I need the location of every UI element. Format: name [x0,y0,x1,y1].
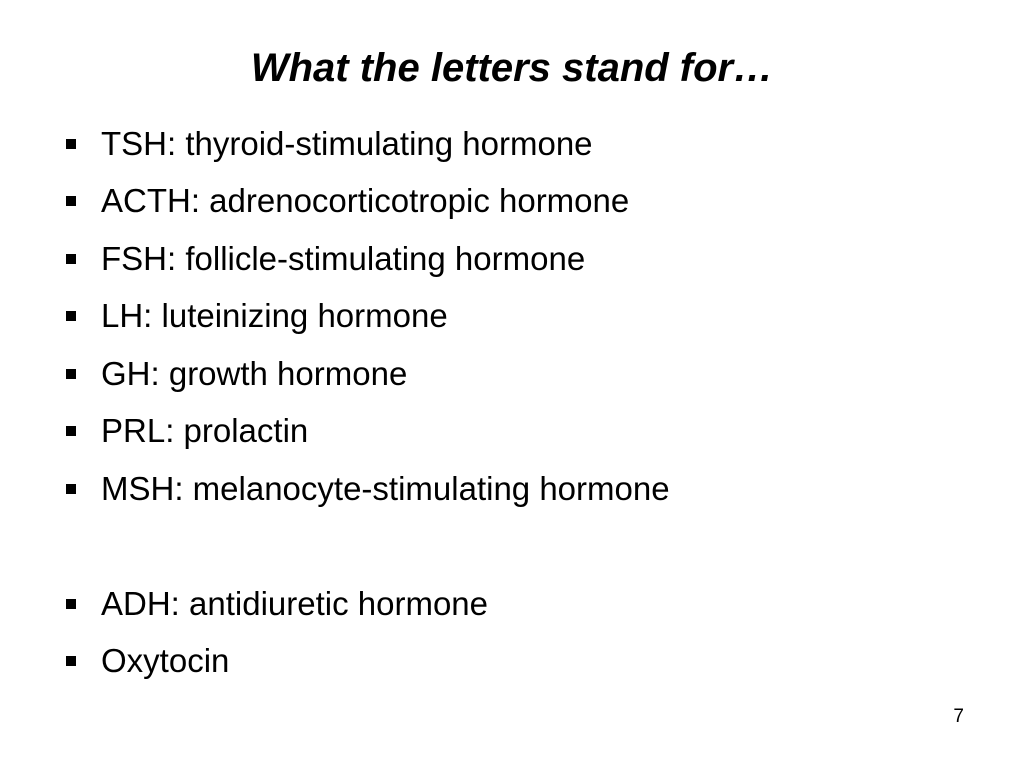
square-bullet-icon [66,369,76,379]
bullet-text: LH: luteinizing hormone [101,297,448,335]
bullet-text: ADH: antidiuretic hormone [101,584,489,622]
square-bullet-icon [66,254,76,264]
list-item [62,460,982,518]
bullet-text: TSH: thyroid-stimulating hormone [101,124,593,162]
list-item [62,230,982,288]
square-bullet-icon [66,311,76,321]
square-bullet-icon [66,139,76,149]
bullet-text: FSH: follicle-stimulating hormone [101,239,586,277]
slide-title: What the letters stand for… [250,46,774,90]
list-item [62,345,982,403]
square-bullet-icon [66,484,76,494]
list-item [62,115,982,173]
bullet-text: PRL: prolactin [101,412,309,450]
bullet-text: GH: growth hormone [101,354,408,392]
bullet-list [62,115,982,690]
square-bullet-icon [66,426,76,436]
list-item [62,633,982,691]
list-item [62,575,982,633]
list-item [62,288,982,346]
bullet-text: ACTH: adrenocorticotropic hormone [101,182,630,220]
square-bullet-icon [66,656,76,666]
list-item [62,173,982,231]
page-number: 7 [953,706,964,727]
bullet-text: MSH: melanocyte-stimulating hormone [101,469,670,507]
square-bullet-icon [66,196,76,206]
bullet-text: Oxytocin [101,642,230,680]
list-item [62,403,982,461]
square-bullet-icon [66,599,76,609]
